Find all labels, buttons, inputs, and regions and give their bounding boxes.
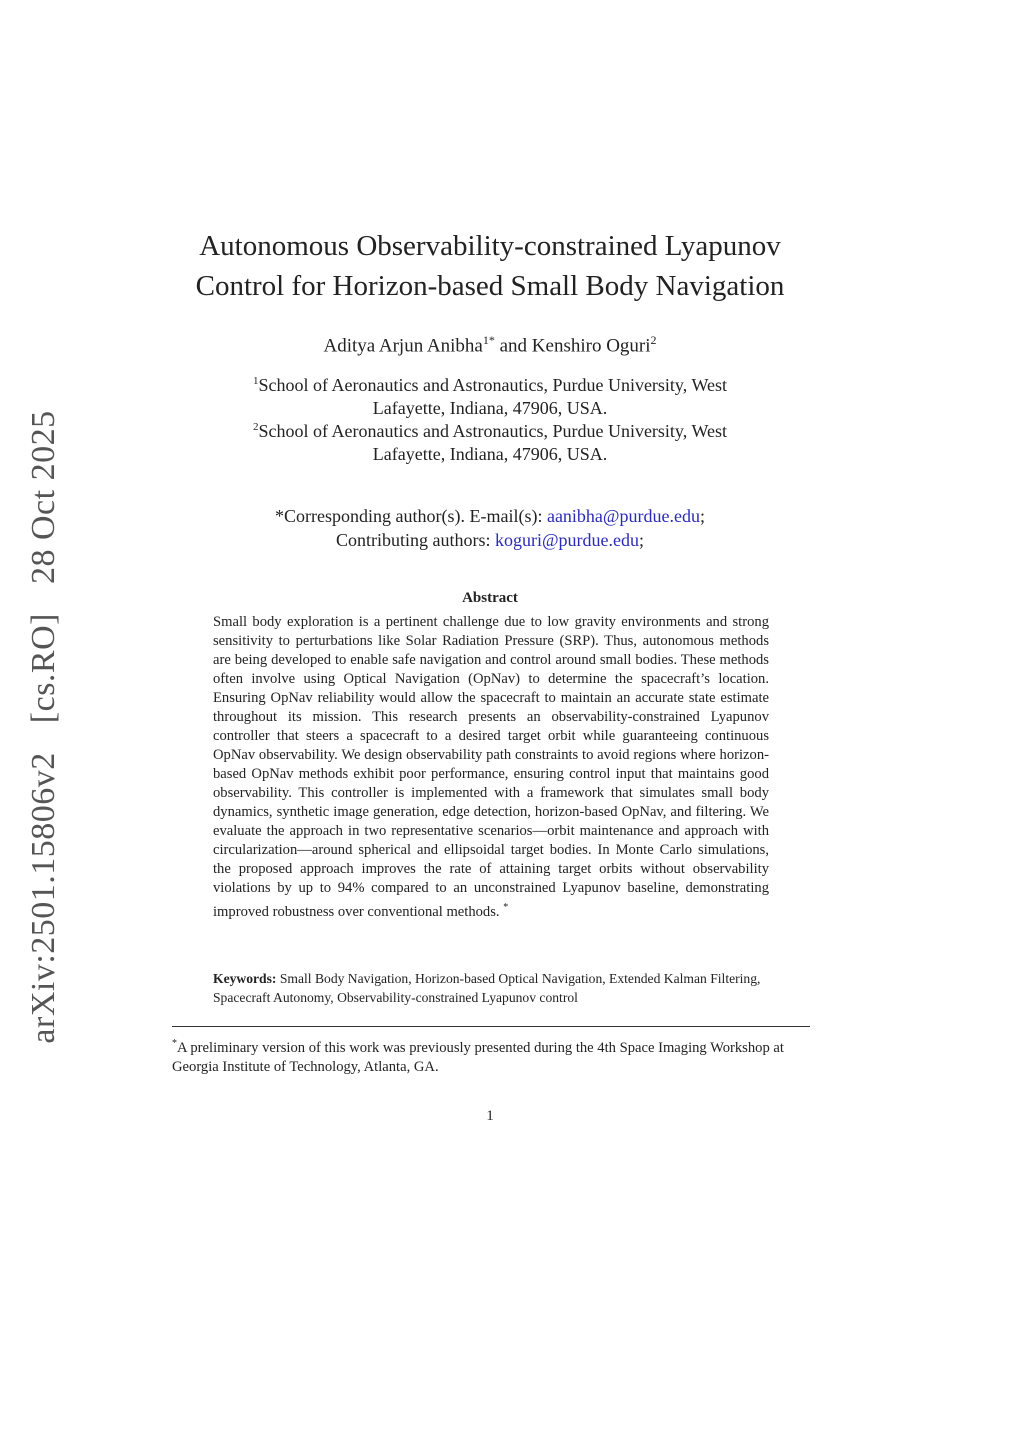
keywords-block xyxy=(213,969,769,1007)
author-connector: and xyxy=(494,335,532,357)
abstract-text xyxy=(213,613,769,922)
footnote-mark: * xyxy=(172,1038,177,1049)
corresponding-email-link[interactable]: aanibha@purdue.edu xyxy=(546,506,700,526)
correspondence-block xyxy=(120,504,860,552)
affiliation-1 xyxy=(200,370,780,420)
keywords-label: Keywords: xyxy=(213,971,277,986)
keywords-text: Small Body Navigation, Horizon-based Optical Navigation, Extended Kalman Filtering, Spacecraft Autonomy, Observability-constrained Lyapunov control xyxy=(213,971,764,1005)
footnote-divider xyxy=(172,1026,810,1027)
contributing-author-line xyxy=(120,528,860,552)
title-line-2: Control for Horizon-based Small Body Navigation xyxy=(195,270,785,302)
arxiv-date: 28 Oct 2025 xyxy=(25,410,62,585)
arxiv-id: arXiv:2501.15806v2 xyxy=(25,752,62,1044)
abstract-heading: Abstract xyxy=(462,590,518,606)
affiliation-1-line-2: Lafayette, Indiana, 47906, USA. xyxy=(372,398,608,418)
footnote-text: A preliminary version of this work was previously presented during the 4th Space Imaging Workshop at Georgia Institute of Technology, Atlanta, GA. xyxy=(172,1039,784,1075)
affiliation-1-line-1: School of Aeronautics and Astronautics, Purdue University, West xyxy=(258,375,727,395)
affiliation-2-line-1: School of Aeronautics and Astronautics, Purdue University, West xyxy=(258,421,727,441)
affiliation-2-line-2: Lafayette, Indiana, 47906, USA. xyxy=(372,444,608,464)
footnote xyxy=(172,1034,812,1077)
author-list xyxy=(120,333,860,357)
arxiv-category: [cs.RO] xyxy=(25,613,62,724)
corresponding-prefix: *Corresponding author(s). E-mail(s): xyxy=(275,506,547,526)
abstract-footnote-mark[interactable]: * xyxy=(503,902,509,913)
author-1-name: Aditya Arjun Anibha xyxy=(323,335,483,357)
abstract-paragraph: Small body exploration is a pertinent challenge due to low gravity environments and strong sensitivity to perturbations like Solar Radiation Pressure (SRP). Thus, autonomous methods are being developed to enable safe navigation and control around small bodies. These methods often involve using Optical Navigation (OpNav) to determine the spacecraft’s location. Ensuring OpNav reliability would allow the spacecraft to maintain an accurate state estimate throughout its mission. This research presents an observability-constrained Lyapunov controller that steers a spacecraft to a desired target orbit while guaranteeing continuous OpNav observability. We design observability path constraints to avoid regions where horizon-based OpNav methods exhibit poor performance, ensuring control input that maintains good observability. This controller is implemented with a framework that simulates small body dynamics, synthetic image generation, edge detection, horizon-based OpNav, and filtering. We evaluate the approach in two representative scenarios—orbit maintenance and approach with circularization—around spherical and ellipsoidal target bodies. In Monte Carlo simulations, the proposed approach improves the rate of attaining target orbits without observability violations by up to 94% compared to an unconstrained Lyapunov baseline, demonstrating improved robustness over conventional methods. xyxy=(213,614,769,920)
author-1-mark: 1* xyxy=(482,333,495,347)
affiliation-2 xyxy=(200,416,780,466)
paper-title xyxy=(120,226,860,306)
corresponding-author-line xyxy=(120,504,860,528)
corresponding-suffix: ; xyxy=(699,506,705,526)
contributing-prefix: Contributing authors: xyxy=(335,530,495,550)
contributing-email-link[interactable]: koguri@purdue.edu xyxy=(494,530,640,550)
affiliation-1-mark: 1 xyxy=(253,375,259,387)
author-2-name: Kenshiro Oguri xyxy=(531,335,651,357)
title-line-1: Autonomous Observability-constrained Lyapunov xyxy=(199,230,781,262)
author-2-mark: 2 xyxy=(650,333,657,347)
contributing-suffix: ; xyxy=(639,530,645,550)
page-number: 1 xyxy=(486,1108,494,1124)
arxiv-identifier-stamp xyxy=(25,400,63,1053)
affiliation-2-mark: 2 xyxy=(253,421,259,433)
